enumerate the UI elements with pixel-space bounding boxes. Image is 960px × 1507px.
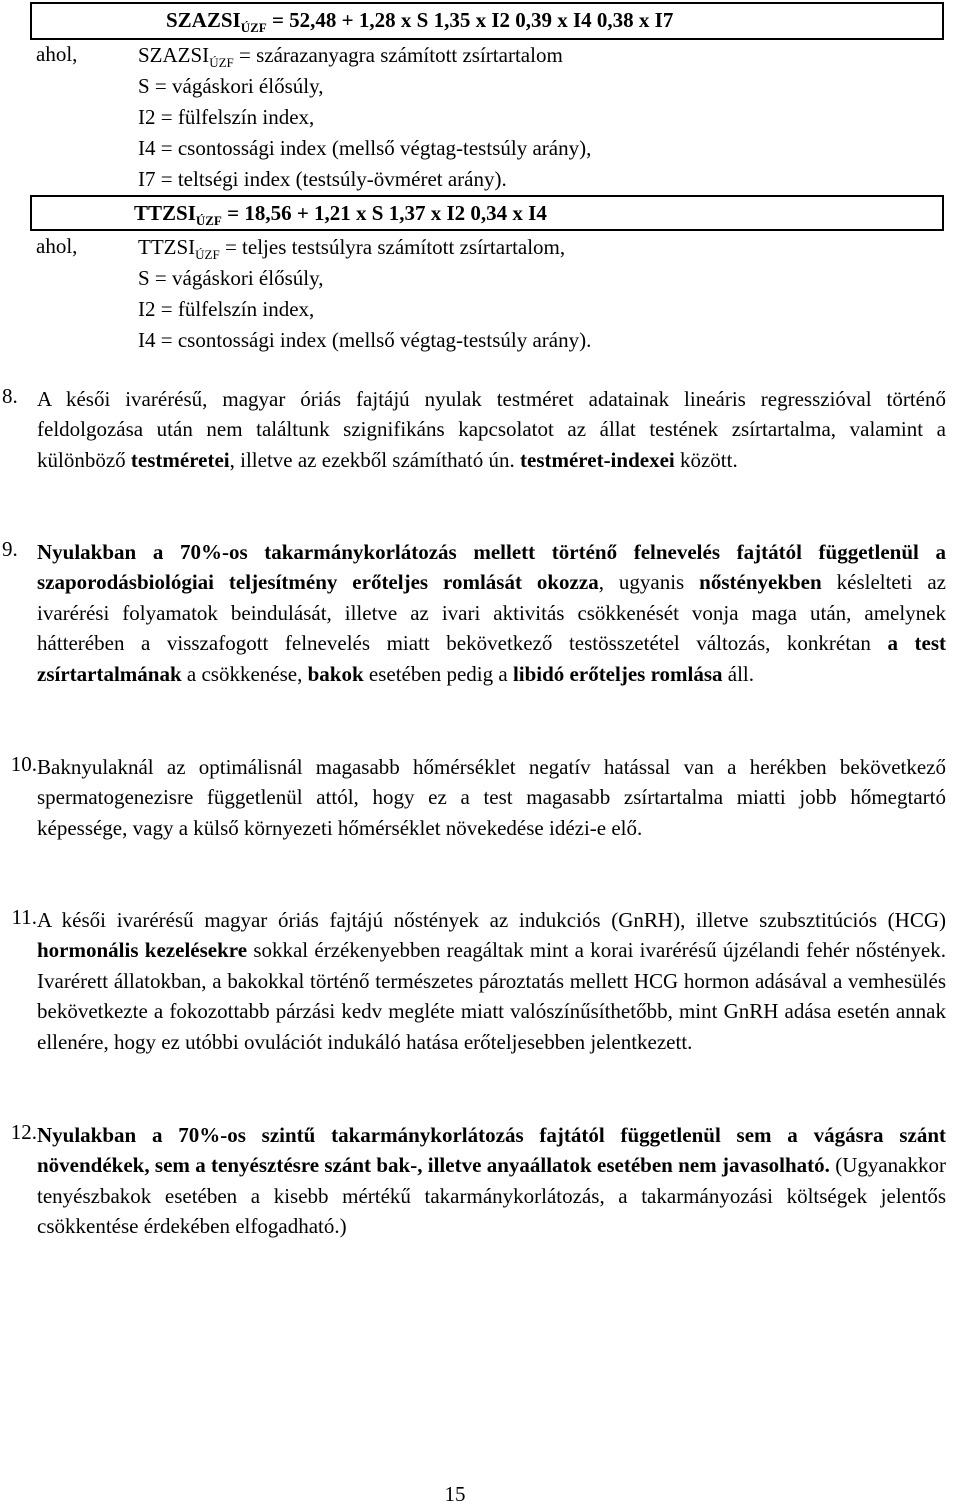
- formula-szazsi: $SZAZSI_{ÚZF} = 52,48 + 1,28$ x S 1,35 x I2 0,39 x I4 0,38 x I7: [166, 8, 674, 35]
- formula-ttzsi: $TTZSI_{ÚZF} = 18,56 + 1,21$ x S 1,37 x I2 0,34 x I4: [134, 201, 547, 228]
- definition-line: I7 = teltségi index (testsúly-övméret arány).: [138, 167, 507, 191]
- definition-line: I2 = fülfelszín index,: [138, 297, 315, 321]
- ahol-label: ahol,: [36, 234, 78, 258]
- definition-line: I2 = fülfelszín index,: [138, 105, 315, 129]
- formula-box-szazsi: [30, 2, 944, 40]
- definition-line: S = vágáskori élősúly,: [138, 266, 324, 290]
- item-number: 11.: [11, 905, 37, 929]
- item-text: Baknyulaknál az optimálisnál magasabb hőmérséklet negatív hatással van a herékben bekövetkező spermatogenezisre függetlenül attól, hogy ez a test magasabb zsírtartalma miatti jobb hőmegtartó képessége, vagy a külső környezeti hőmérséklet növekedése idézi-e elő.: [37, 755, 946, 840]
- definition-line: I4 = csontossági index (mellső végtag-testsúly arány).: [138, 328, 592, 352]
- formula-box-ttzsi: [30, 195, 944, 231]
- definition-line: I4 = csontossági index (mellső végtag-testsúly arány),: [138, 136, 592, 160]
- item-number: 10.: [10, 752, 37, 776]
- item-text: Nyulakban a 70%-os szintű takarmánykorlátozás fajtától függetlenül sem a vágásra szánt növendékek, sem a tenyésztésre szánt bak-, illetve anyaállatok esetében nem javasolható. (Ugyanakkor tenyészbakok esetében a kisebb mértékű takarmánykorlátozás, a takarmányozási költségek jelentős csökkentése érdekében elfogadható.): [37, 1123, 946, 1239]
- item-text: A késői ivarérésű, magyar óriás fajtájú nyulak testméret adatainak lineáris regresszióval történő feldolgozása után nem találtunk szignifikáns kapcsolatot az állat testének zsírtartalma, valamint a különböző testméretei, illetve az ezekből számítható ún. testméret-indexei között.: [37, 387, 946, 472]
- definition-line: $TTZSI_{ÚZF}$ = teljes testsúlyra számított zsírtartalom,: [138, 235, 566, 262]
- definition-line: S = vágáskori élősúly,: [138, 74, 324, 98]
- item-number: 8.: [2, 384, 18, 408]
- item-text: A késői ivarérésű magyar óriás fajtájú nőstények az indukciós (GnRH), illetve szubsztitúciós (HCG) hormonális kezelésekre sokkal érzékenyebben reagáltak mint a korai ivarérésű újzélandi fehér nőstények. Ivarérett állatokban, a bakokkal történő természetes pároztatás mellett HCG hormon adásával a vemhesülés bekövetkezte a fokozottabb párzási kedv megléte miatt valószínűsíthetőbb, mint GnRH adása esetén annak ellenére, hogy ez utóbbi ovulációt indukáló hatása erőteljesebben jelentkezett.: [37, 908, 946, 1054]
- definition-line: $SZAZSI_{ÚZF}$ = szárazanyagra számított zsírtartalom: [138, 43, 563, 70]
- item-text: Nyulakban a 70%-os takarmánykorlátozás mellett történő felnevelés fajtától függetlenül a szaporodásbiológiai teljesítmény erőteljes romlását okozza, ugyanis nőstényekben késlelteti az ivarérési folyamatok beindulását, illetve az ivari aktivitás csökkenését vonja maga után, amelynek hátterében a visszafogott felnevelés miatt bekövetkező testösszetétel változás, konkrétan a test zsírtartalmának a csökkenése, bakok esetében pedig a libidó erőteljes romlása áll.: [37, 540, 946, 686]
- ahol-label: ahol,: [36, 42, 78, 66]
- page-number: 15: [444, 1482, 466, 1506]
- item-number: 12.: [10, 1120, 37, 1144]
- item-number: 9.: [2, 537, 18, 561]
